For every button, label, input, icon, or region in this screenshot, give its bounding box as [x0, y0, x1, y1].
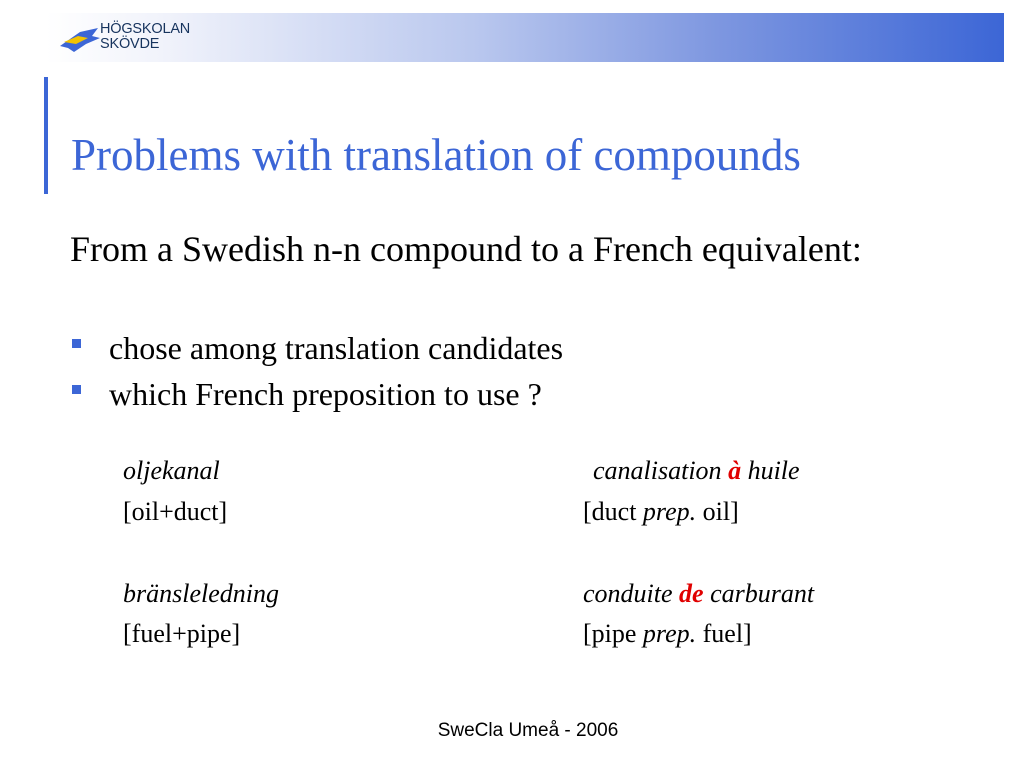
slide-footer: SweCla Umeå - 2006 [437, 720, 619, 741]
bullet-square-icon [72, 339, 81, 348]
logo-line2: SKÖVDE [100, 36, 160, 52]
gloss-head: [pipe [583, 619, 643, 648]
example-french-gloss [583, 619, 752, 649]
gloss-tail: oil] [696, 497, 739, 526]
title-accent-bar [44, 77, 48, 194]
gloss-prep: prep. [642, 497, 697, 526]
intro-text: From a Swedish n-n compound to a French equivalent: [70, 229, 862, 269]
gloss-head: [duct [583, 497, 643, 526]
bird-logo-icon [50, 22, 102, 56]
university-logo [50, 18, 230, 60]
logo-text [100, 22, 190, 52]
example-french-gloss [583, 497, 739, 527]
french-preposition: de [679, 579, 704, 608]
bullet-text: which French preposition to use ? [109, 376, 542, 412]
example-swedish-term: bränsleledning [123, 579, 279, 608]
gloss-prep: prep. [642, 619, 697, 648]
french-term-tail: carburant [703, 579, 815, 608]
example-french-term [583, 579, 814, 609]
example-swedish-gloss: [oil+duct] [123, 497, 228, 526]
gloss-tail: fuel] [696, 619, 752, 648]
example-french-term [593, 456, 800, 486]
french-preposition: à [728, 456, 742, 485]
french-term-head: canalisation [593, 456, 729, 485]
bullet-item [70, 371, 563, 417]
example-swedish-term: oljekanal [123, 456, 220, 485]
bullet-list [70, 325, 563, 417]
example-swedish-gloss: [fuel+pipe] [123, 619, 241, 648]
french-term-head: conduite [583, 579, 680, 608]
bullet-text: chose among translation candidates [109, 330, 564, 366]
bullet-square-icon [72, 385, 81, 394]
bullet-item [70, 325, 563, 371]
logo-line1: HÖGSKOLAN [100, 21, 191, 37]
slide-title: Problems with translation of compounds [71, 130, 801, 180]
french-term-tail: huile [741, 456, 800, 485]
